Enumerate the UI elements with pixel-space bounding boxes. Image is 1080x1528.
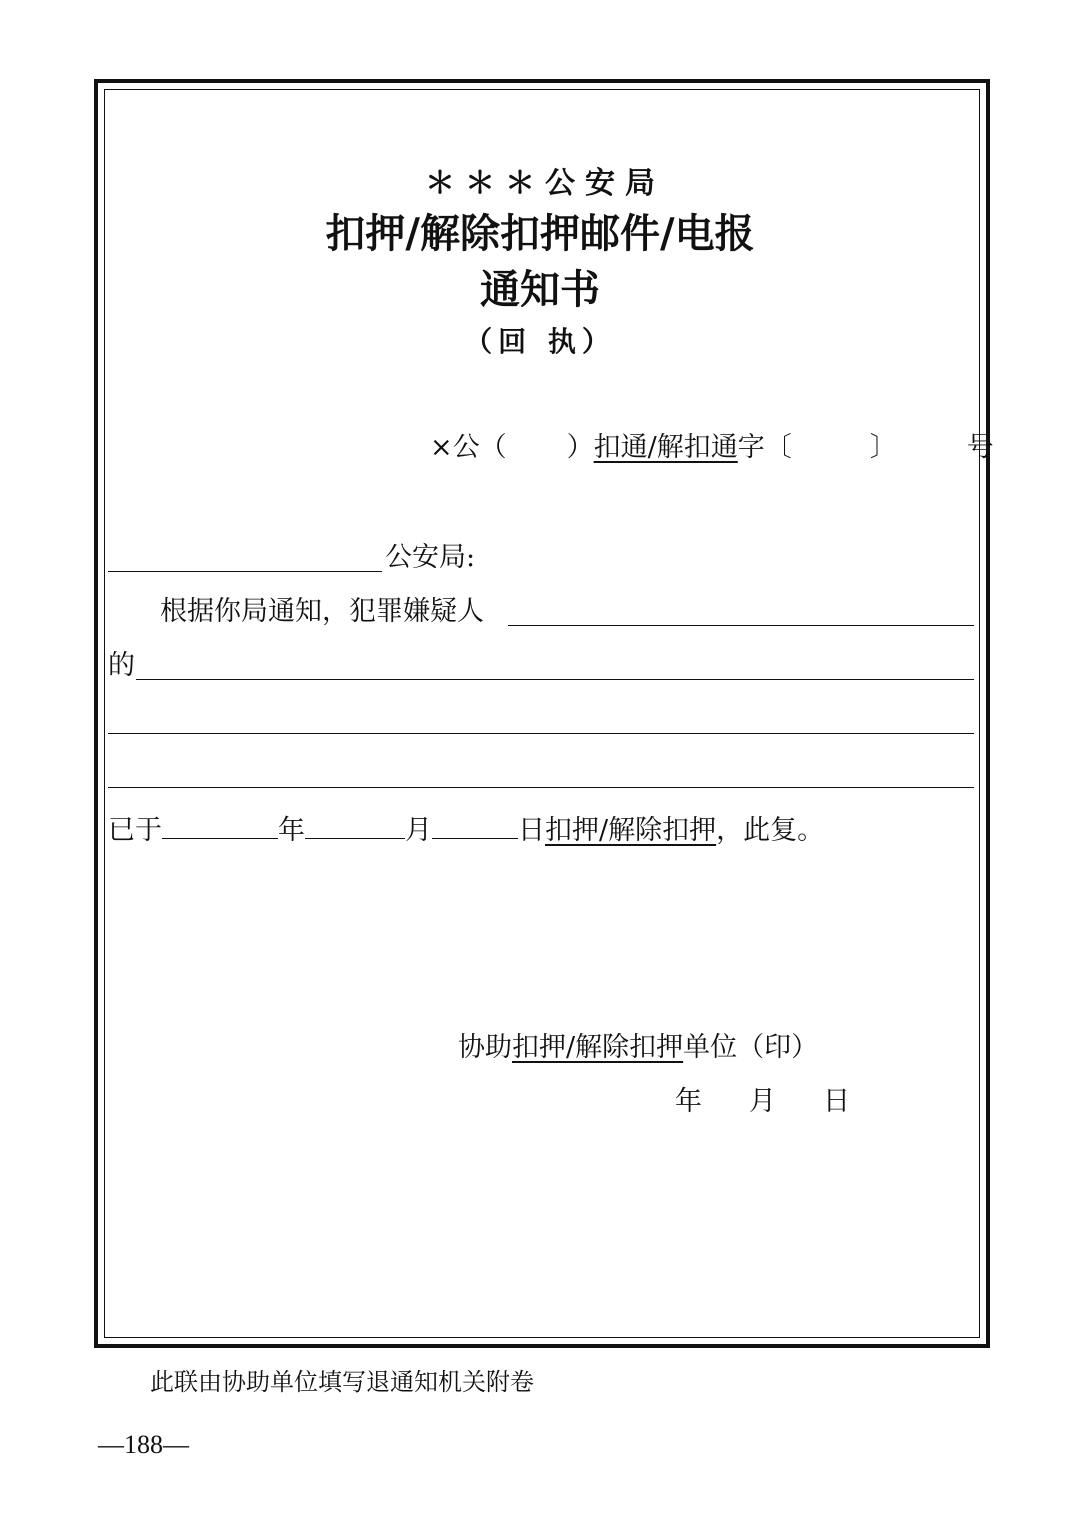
- doc-number-close-paren: ）: [566, 432, 594, 463]
- form-title-line2: 通知书: [480, 266, 600, 313]
- footnote: 此联由协助单位填写退通知机关附卷: [150, 1368, 534, 1396]
- day-blank: [432, 812, 518, 839]
- item-blank-line-2: [108, 733, 974, 734]
- form-title-line1: 扣押/解除扣押邮件/电报: [325, 210, 755, 257]
- date-prefix: 已于: [108, 815, 162, 846]
- unit-prefix: 协助: [458, 1032, 512, 1063]
- action-text: 扣押/解除扣押: [545, 815, 717, 846]
- doc-number-zi: 字〔: [737, 432, 792, 463]
- unit-action: 扣押/解除扣押: [512, 1032, 684, 1063]
- doc-number-hao: 号: [966, 432, 994, 463]
- signature-date: [675, 1084, 850, 1120]
- doc-number-prefix: ×公（: [430, 432, 507, 463]
- agency-name: ＊＊＊公安局: [425, 166, 665, 201]
- doc-number-close-bracket: 〕: [869, 432, 897, 463]
- day-label: 日: [518, 815, 545, 846]
- date-action-row: [108, 812, 824, 849]
- sign-month: 月: [749, 1086, 776, 1117]
- recipient-blank-line: [108, 571, 382, 572]
- closing-text: ，此复。: [716, 815, 825, 846]
- sign-day: 日: [823, 1086, 850, 1117]
- year-blank: [162, 812, 278, 839]
- paragraph-suspect-label: 根据你局通知，犯罪嫌疑人: [160, 596, 484, 627]
- receipt-label: （回 执）: [464, 325, 616, 358]
- sign-year: 年: [675, 1086, 702, 1117]
- item-blank-line-1: [136, 679, 974, 680]
- de-label: 的: [108, 650, 135, 681]
- assisting-unit-signature: [458, 1030, 818, 1066]
- month-label: 月: [405, 815, 432, 846]
- suspect-blank-line: [508, 625, 974, 626]
- item-blank-line-3: [108, 787, 974, 788]
- recipient-suffix: 公安局:: [385, 542, 476, 573]
- unit-suffix: 单位（印）: [683, 1032, 819, 1063]
- document-number: [430, 430, 994, 466]
- month-blank: [305, 812, 405, 839]
- page-number: —188—: [98, 1430, 189, 1459]
- year-label: 年: [278, 815, 305, 846]
- doc-number-type: 扣通/解扣通: [593, 432, 738, 463]
